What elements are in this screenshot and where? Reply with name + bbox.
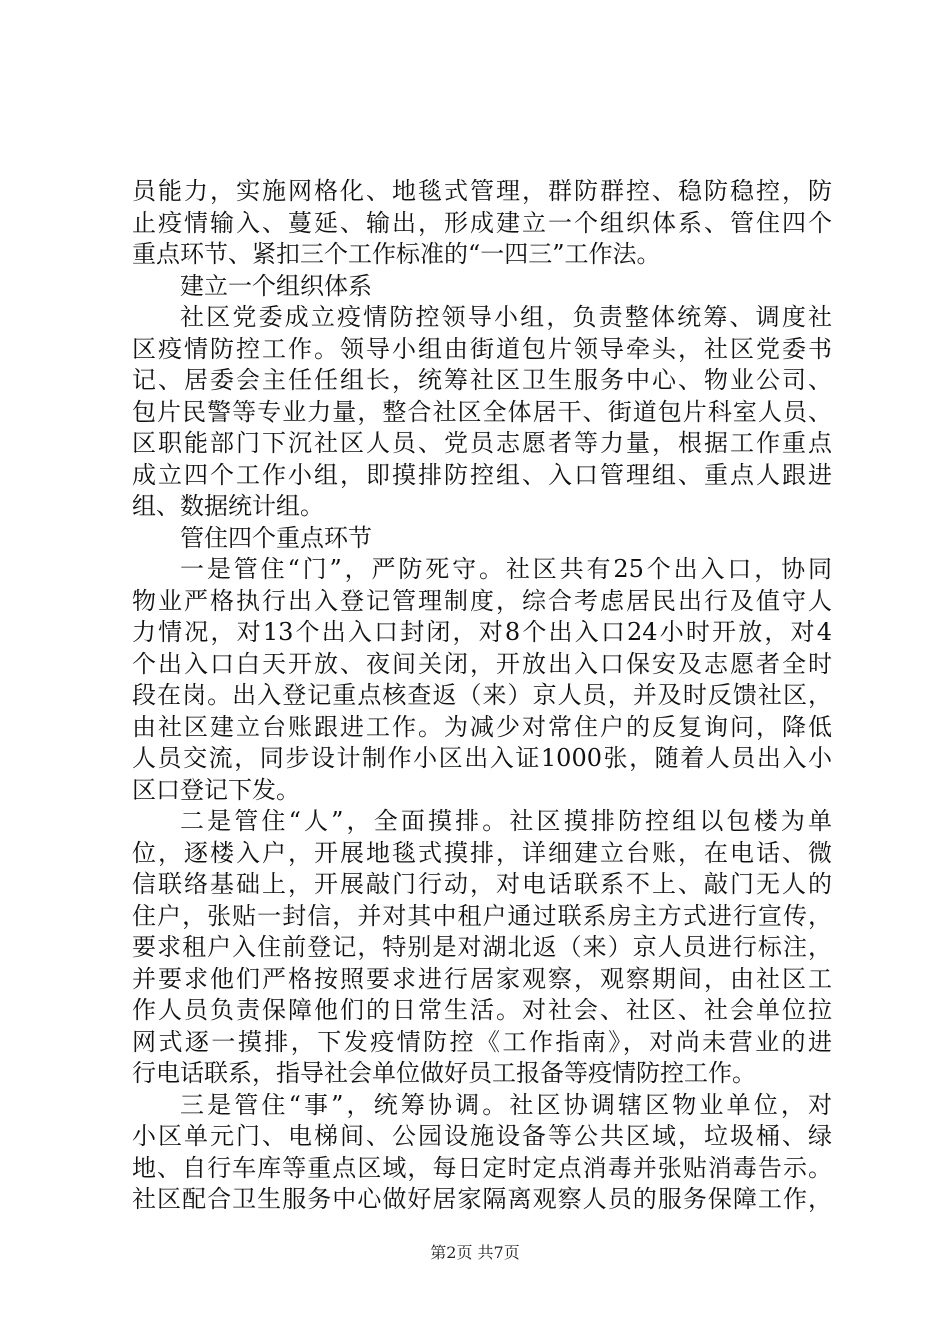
text-line: 重点环节、紧扣三个工作标准的“一四三”工作法。	[132, 240, 661, 268]
text-line: 力情况，对13个出入口封闭，对8个出入口24小时开放，对4	[132, 618, 832, 646]
text-line: 小区单元门、电梯间、公园设施设备等公共区域，垃圾桶、绿	[132, 1122, 832, 1150]
text-line: 社区党委成立疫情防控领导小组，负责整体统筹、调度社	[180, 303, 832, 331]
text-line: 成立四个工作小组，即摸排防控组、入口管理组、重点人跟进	[132, 460, 832, 489]
text-line: 个出入口白天开放、夜间关闭，开放出入口保安及志愿者全时	[132, 649, 832, 678]
text-line: 二是管住“人”，全面摸排。社区摸排防控组以包楼为单	[180, 807, 832, 835]
text-line: 记、居委会主任任组长，统筹社区卫生服务中心、物业公司、	[132, 366, 832, 394]
text-line: 网式逐一摸排，下发疫情防控《工作指南》，对尚未营业的进	[132, 1027, 832, 1056]
text-line: 位，逐楼入户，开展地毯式摸排，详细建立台账，在电话、微	[132, 838, 832, 867]
text-line: 要求租户入住前登记，特别是对湖北返（来）京人员进行标注，	[132, 933, 832, 961]
text-line: 并要求他们严格按照要求进行居家观察，观察期间，由社区工	[132, 964, 832, 993]
text-line: 段在岗。出入登记重点核查返（来）京人员，并及时反馈社区，	[132, 681, 832, 709]
text-line: 区疫情防控工作。领导小组由街道包片领导牵头，社区党委书	[132, 334, 832, 363]
text-line: 地、自行车库等重点区域，每日定时定点消毒并张贴消毒告示。	[132, 1153, 832, 1182]
section-heading: 管住四个重点环节	[180, 523, 372, 552]
text-line: 作人员负责保障他们的日常生活。对社会、社区、社会单位拉	[132, 996, 832, 1024]
text-line: 行电话联系，指导社会单位做好员工报备等疫情防控工作。	[132, 1059, 756, 1087]
text-line: 区口登记下发。	[132, 775, 300, 804]
section-heading: 建立一个组织体系	[180, 271, 372, 300]
text-line: 员能力，实施网格化、地毯式管理，群防群控、稳防稳控，防	[132, 177, 832, 205]
text-line: 人员交流，同步设计制作小区出入证1000张，随着人员出入小	[132, 744, 832, 772]
text-line: 止疫情输入、蔓延、输出，形成建立一个组织体系、管住四个	[132, 208, 832, 237]
text-line: 包片民警等专业力量，整合社区全体居干、街道包片科室人员、	[132, 397, 832, 426]
document-body	[132, 176, 832, 1216]
text-line: 区职能部门下沉社区人员、党员志愿者等力量，根据工作重点	[132, 429, 832, 457]
text-line: 一是管住“门”，严防死守。社区共有25个出入口，协同	[180, 555, 832, 583]
text-line: 三是管住“事”，统筹协调。社区协调辖区物业单位，对	[180, 1090, 832, 1119]
text-line: 社区配合卫生服务中心做好居家隔离观察人员的服务保障工作，	[132, 1185, 832, 1213]
text-line: 由社区建立台账跟进工作。为减少对常住户的反复询问，降低	[132, 712, 832, 741]
page-footer: 第2页 共7页	[430, 1243, 520, 1262]
text-line: 物业严格执行出入登记管理制度，综合考虑居民出行及值守人	[132, 586, 832, 615]
text-line: 信联络基础上，开展敲门行动，对电话联系不上、敲门无人的	[132, 870, 832, 898]
text-line: 组、数据统计组。	[132, 492, 324, 520]
text-line: 住户，张贴一封信，并对其中租户通过联系房主方式进行宣传，	[132, 901, 832, 930]
